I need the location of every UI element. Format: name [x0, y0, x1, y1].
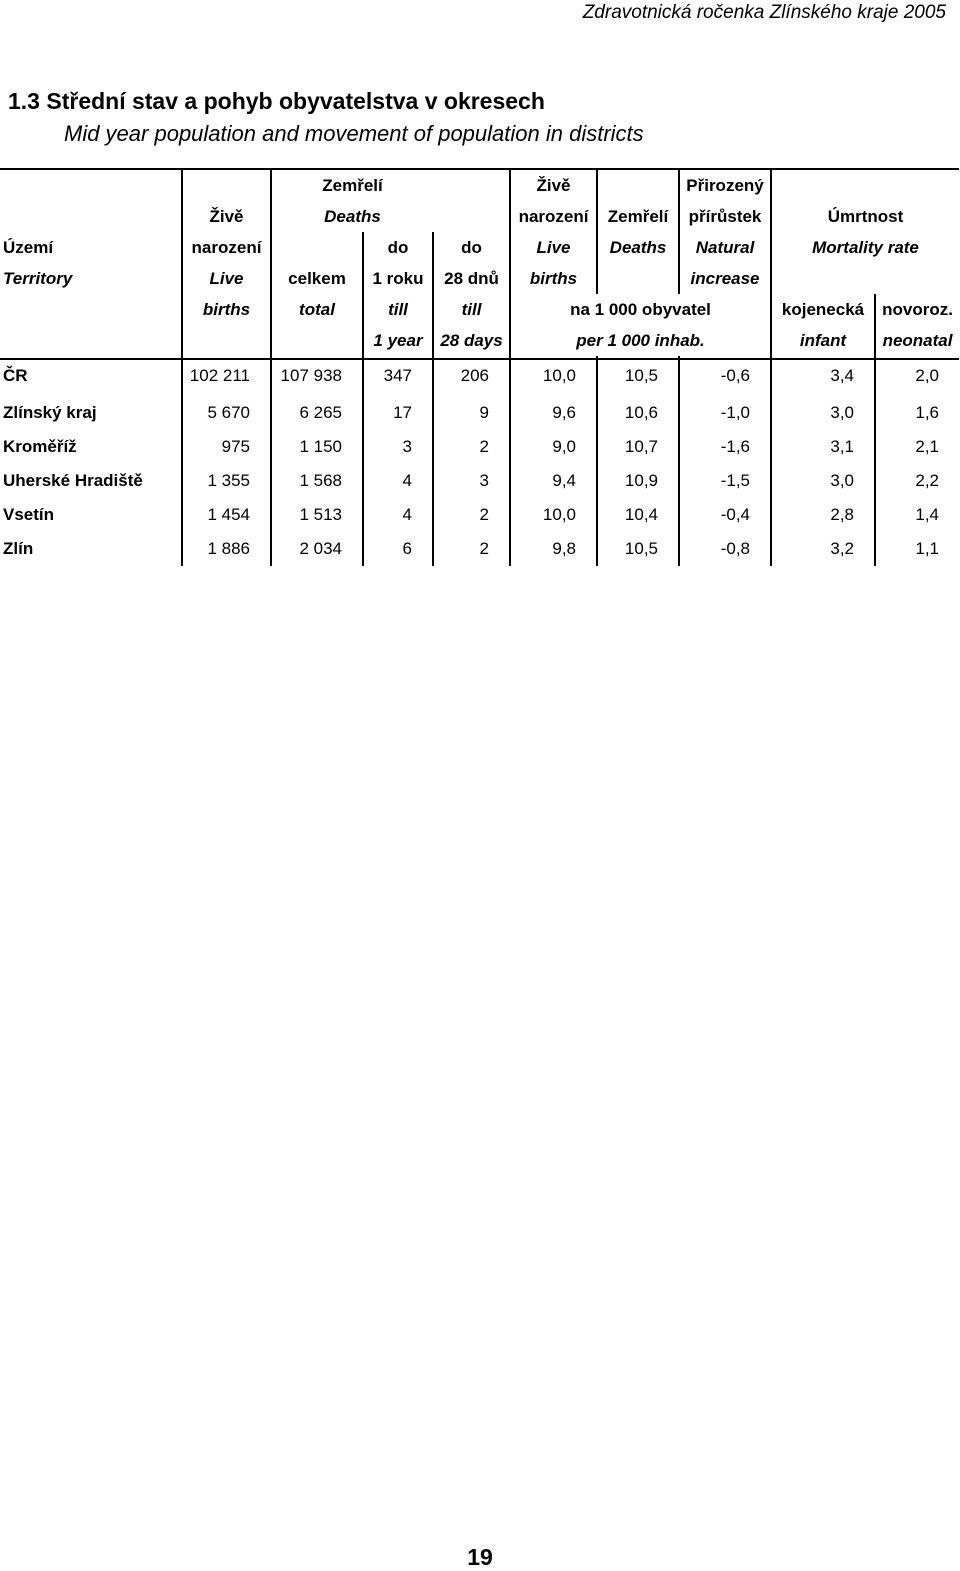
cell-deaths-total: 2 034	[271, 532, 363, 566]
hdr-infant-mortality-cz: kojenecká	[771, 294, 875, 325]
cell-infant-mort: 3,2	[771, 532, 875, 566]
population-table	[0, 170, 959, 566]
territory-name: Kroměříž	[3, 437, 77, 456]
hdr-total-cz: celkem	[271, 263, 363, 294]
cell-infant-mort: 3,1	[771, 430, 875, 464]
territory-name: Uherské Hradiště	[3, 471, 143, 490]
table-row	[0, 430, 959, 464]
table-header	[0, 170, 959, 356]
cell-deaths-rate: 10,6	[597, 396, 679, 430]
hdr-increase-en-2: increase	[679, 263, 771, 294]
cell-deaths-1y: 6	[363, 532, 433, 566]
cell-neonatal-mort: 1,4	[875, 498, 959, 532]
cell-deaths-28d: 206	[433, 356, 510, 396]
running-head: Zdravotnická ročenka Zlínského kraje 2005	[582, 2, 946, 23]
cell-live-births: 1 355	[182, 464, 271, 498]
cell-deaths-total: 107 938	[271, 356, 363, 396]
hdr-per-inhabitants-en: per 1 000 inhab.	[510, 325, 771, 356]
hdr-neonatal-cz-2: 28 dnů	[433, 263, 510, 294]
cell-increase: -1,5	[679, 464, 771, 498]
cell-live-births: 1 886	[182, 532, 271, 566]
cell-births-rate: 9,4	[510, 464, 597, 498]
cell-increase: -1,6	[679, 430, 771, 464]
hdr-neonatal-en-1: till	[433, 294, 510, 325]
hdr-increase-cz-2: přírůstek	[679, 201, 771, 232]
hdr-neonatal-mortality-en: neonatal	[875, 325, 959, 356]
hdr-deaths-rate-cz: Zemřelí	[597, 201, 679, 232]
cell-deaths-total: 1 513	[271, 498, 363, 532]
hdr-live-births-cz-1: Živě	[182, 201, 271, 232]
cell-neonatal-mort: 2,0	[875, 356, 959, 396]
cell-infant-mort: 2,8	[771, 498, 875, 532]
hdr-increase-cz-1: Přirozený	[679, 170, 771, 201]
cell-births-rate: 9,8	[510, 532, 597, 566]
cell-infant-mort: 3,4	[771, 356, 875, 396]
cell-infant-mort: 3,0	[771, 464, 875, 498]
hdr-deaths-rate-en: Deaths	[597, 232, 679, 263]
territory-name: Vsetín	[3, 505, 55, 524]
table-row	[0, 396, 959, 430]
hdr-neonatal-mortality-cz: novoroz.	[875, 294, 959, 325]
hdr-live-births-en-1: Live	[182, 263, 271, 294]
header-row-5	[0, 294, 959, 325]
cell-infant-mort: 3,0	[771, 396, 875, 430]
header-row-1	[0, 170, 959, 201]
territory-name: Zlínský kraj	[3, 403, 97, 422]
cell-live-births: 1 454	[182, 498, 271, 532]
cell-deaths-total: 1 150	[271, 430, 363, 464]
hdr-births-rate-en-1: Live	[510, 232, 597, 263]
cell-increase: -0,4	[679, 498, 771, 532]
hdr-births-rate-cz-1: Živě	[510, 170, 597, 201]
hdr-deaths-cz: Zemřelí	[271, 170, 433, 201]
cell-neonatal-mort: 2,1	[875, 430, 959, 464]
hdr-infant-cz-2: 1 roku	[363, 263, 433, 294]
cell-deaths-rate: 10,4	[597, 498, 679, 532]
cell-deaths-28d: 2	[433, 532, 510, 566]
cell-deaths-1y: 4	[363, 498, 433, 532]
cell-deaths-total: 1 568	[271, 464, 363, 498]
cell-deaths-1y: 17	[363, 396, 433, 430]
cell-neonatal-mort: 1,1	[875, 532, 959, 566]
header-row-2	[0, 201, 959, 232]
hdr-mortality-cz: Úmrtnost	[771, 201, 959, 232]
cell-increase: -0,6	[679, 356, 771, 396]
cell-deaths-rate: 10,5	[597, 356, 679, 396]
header-row-3	[0, 232, 959, 263]
table-body	[0, 356, 959, 566]
hdr-per-inhabitants-cz: na 1 000 obyvatel	[510, 294, 771, 325]
cell-live-births: 5 670	[182, 396, 271, 430]
cell-deaths-1y: 347	[363, 356, 433, 396]
hdr-infant-cz-1: do	[363, 232, 433, 263]
header-row-4	[0, 263, 959, 294]
cell-deaths-28d: 2	[433, 430, 510, 464]
hdr-infant-en-2: 1 year	[363, 325, 433, 356]
cell-deaths-total: 6 265	[271, 396, 363, 430]
cell-deaths-1y: 4	[363, 464, 433, 498]
cell-increase: -1,0	[679, 396, 771, 430]
hdr-births-rate-en-2: births	[510, 263, 597, 294]
section-title: 1.3 Střední stav a pohyb obyvatelstva v okresech	[8, 88, 545, 114]
cell-births-rate: 9,6	[510, 396, 597, 430]
cell-births-rate: 10,0	[510, 498, 597, 532]
cell-deaths-28d: 3	[433, 464, 510, 498]
territory-name: Zlín	[3, 539, 34, 558]
page-number: 19	[467, 1544, 493, 1570]
territory-name: ČR	[3, 366, 28, 385]
table-row	[0, 356, 959, 396]
cell-neonatal-mort: 1,6	[875, 396, 959, 430]
table-row	[0, 464, 959, 498]
hdr-births-rate-cz-2: narození	[510, 201, 597, 232]
cell-deaths-rate: 10,7	[597, 430, 679, 464]
cell-births-rate: 10,0	[510, 356, 597, 396]
hdr-live-births-en-2: births	[182, 294, 271, 325]
hdr-infant-en-1: till	[363, 294, 433, 325]
cell-increase: -0,8	[679, 532, 771, 566]
cell-neonatal-mort: 2,2	[875, 464, 959, 498]
hdr-live-births-cz-2: narození	[182, 232, 271, 263]
cell-deaths-28d: 9	[433, 396, 510, 430]
cell-deaths-rate: 10,5	[597, 532, 679, 566]
hdr-mortality-en: Mortality rate	[771, 232, 959, 263]
hdr-total-en: total	[271, 294, 363, 325]
table-row	[0, 498, 959, 532]
hdr-deaths-en: Deaths	[271, 201, 433, 232]
cell-live-births: 975	[182, 430, 271, 464]
hdr-neonatal-cz-1: do	[433, 232, 510, 263]
hdr-territory-en: Territory	[3, 268, 73, 288]
section-subtitle: Mid year population and movement of population in districts	[64, 121, 644, 146]
cell-deaths-rate: 10,9	[597, 464, 679, 498]
hdr-increase-en-1: Natural	[679, 232, 771, 263]
cell-deaths-1y: 3	[363, 430, 433, 464]
hdr-infant-mortality-en: infant	[771, 325, 875, 356]
cell-births-rate: 9,0	[510, 430, 597, 464]
header-row-6	[0, 325, 959, 356]
hdr-neonatal-en-2: 28 days	[433, 325, 510, 356]
cell-live-births: 102 211	[182, 356, 271, 396]
table-row	[0, 532, 959, 566]
hdr-territory-cz: Území	[3, 237, 54, 257]
cell-deaths-28d: 2	[433, 498, 510, 532]
